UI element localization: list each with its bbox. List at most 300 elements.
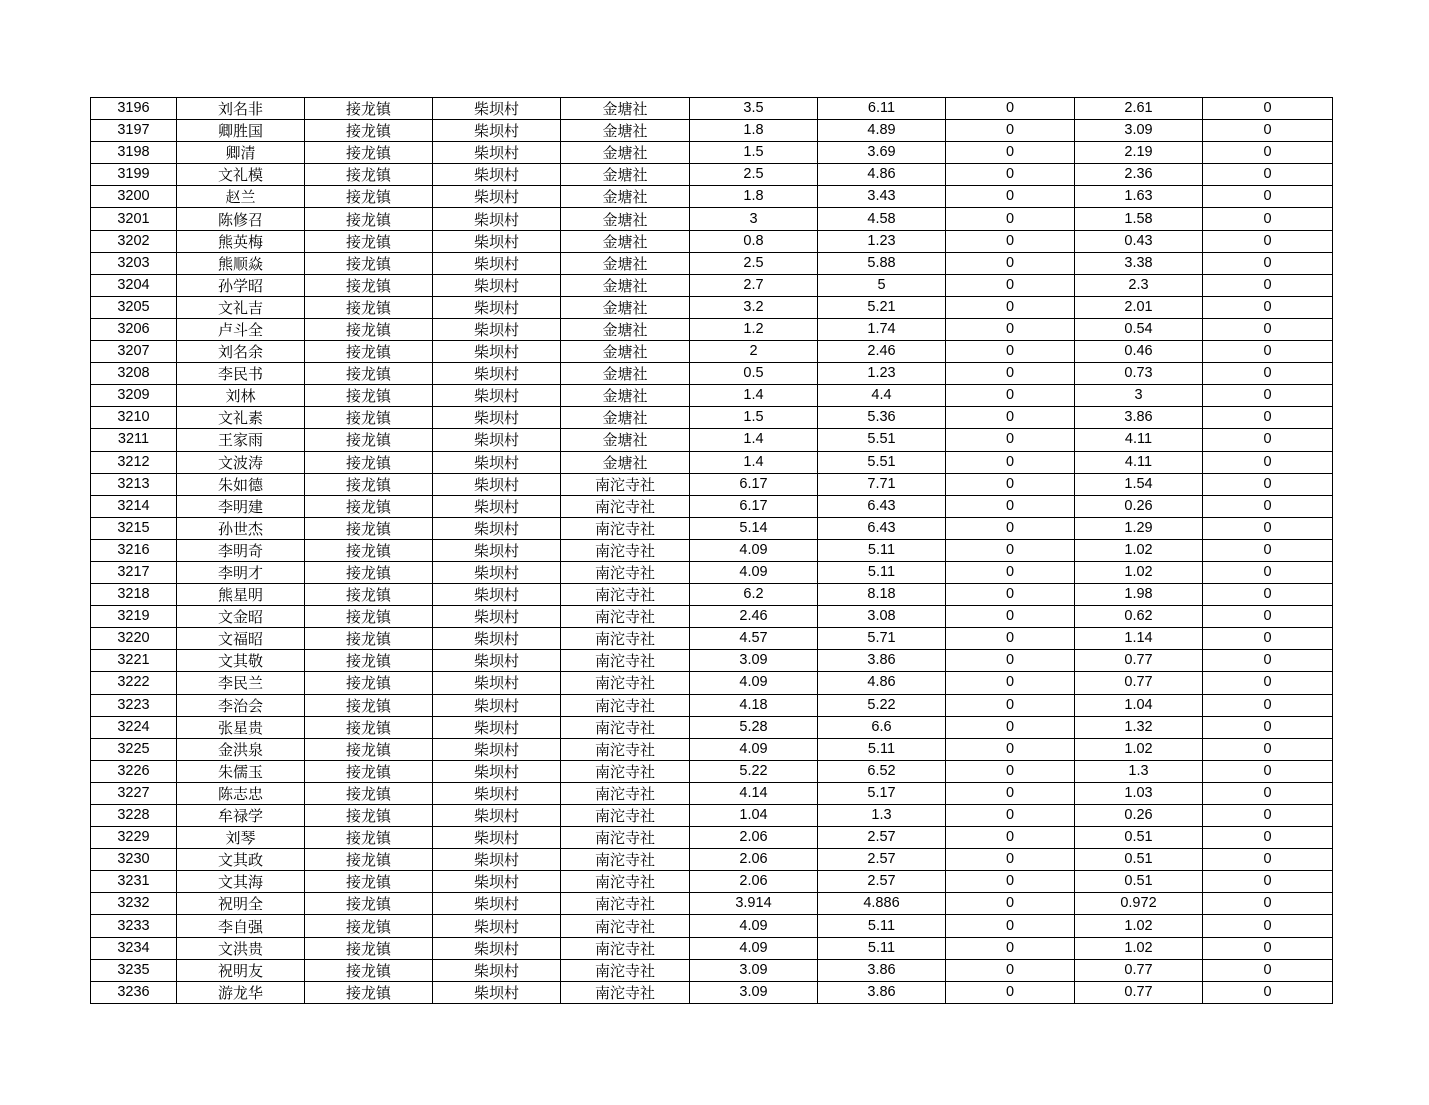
row-number-cell: 3225 [91, 738, 177, 760]
value-cell-1: 3.09 [690, 959, 818, 981]
value-cell-4: 1.3 [1075, 760, 1203, 782]
name-cell: 李明奇 [177, 539, 305, 561]
table-body [91, 98, 1333, 1004]
row-number-cell: 3199 [91, 164, 177, 186]
value-cell-4: 1.29 [1075, 517, 1203, 539]
value-cell-3: 0 [946, 672, 1075, 694]
table-row [91, 915, 1333, 937]
town-cell: 接龙镇 [305, 363, 433, 385]
name-cell: 刘名余 [177, 341, 305, 363]
group-cell: 南沱寺社 [561, 716, 690, 738]
value-cell-2: 5.11 [818, 539, 946, 561]
town-cell: 接龙镇 [305, 915, 433, 937]
table-row [91, 805, 1333, 827]
village-cell: 柴坝村 [433, 584, 561, 606]
value-cell-3: 0 [946, 915, 1075, 937]
value-cell-3: 0 [946, 429, 1075, 451]
row-number-cell: 3217 [91, 561, 177, 583]
value-cell-1: 0.8 [690, 230, 818, 252]
village-cell: 柴坝村 [433, 716, 561, 738]
value-cell-3: 0 [946, 584, 1075, 606]
group-cell: 金塘社 [561, 341, 690, 363]
value-cell-5: 0 [1203, 849, 1333, 871]
value-cell-5: 0 [1203, 230, 1333, 252]
value-cell-5: 0 [1203, 782, 1333, 804]
value-cell-3: 0 [946, 738, 1075, 760]
table-row [91, 981, 1333, 1003]
value-cell-5: 0 [1203, 915, 1333, 937]
village-cell: 柴坝村 [433, 517, 561, 539]
row-number-cell: 3211 [91, 429, 177, 451]
village-cell: 柴坝村 [433, 650, 561, 672]
row-number-cell: 3231 [91, 871, 177, 893]
village-cell: 柴坝村 [433, 120, 561, 142]
name-cell: 刘林 [177, 385, 305, 407]
value-cell-4: 1.02 [1075, 915, 1203, 937]
name-cell: 孙世杰 [177, 517, 305, 539]
value-cell-4: 0.26 [1075, 805, 1203, 827]
value-cell-2: 4.886 [818, 893, 946, 915]
group-cell: 金塘社 [561, 451, 690, 473]
value-cell-2: 6.11 [818, 98, 946, 120]
value-cell-1: 4.18 [690, 694, 818, 716]
village-cell: 柴坝村 [433, 959, 561, 981]
value-cell-2: 4.89 [818, 120, 946, 142]
table-row [91, 274, 1333, 296]
village-cell: 柴坝村 [433, 672, 561, 694]
town-cell: 接龙镇 [305, 805, 433, 827]
value-cell-2: 2.57 [818, 827, 946, 849]
village-cell: 柴坝村 [433, 429, 561, 451]
group-cell: 南沱寺社 [561, 584, 690, 606]
group-cell: 南沱寺社 [561, 782, 690, 804]
value-cell-5: 0 [1203, 584, 1333, 606]
group-cell: 金塘社 [561, 186, 690, 208]
value-cell-2: 3.08 [818, 606, 946, 628]
value-cell-1: 1.5 [690, 407, 818, 429]
village-cell: 柴坝村 [433, 760, 561, 782]
value-cell-3: 0 [946, 473, 1075, 495]
table-row [91, 672, 1333, 694]
value-cell-3: 0 [946, 407, 1075, 429]
value-cell-5: 0 [1203, 186, 1333, 208]
village-cell: 柴坝村 [433, 252, 561, 274]
name-cell: 文金昭 [177, 606, 305, 628]
group-cell: 南沱寺社 [561, 805, 690, 827]
row-number-cell: 3208 [91, 363, 177, 385]
value-cell-1: 5.14 [690, 517, 818, 539]
row-number-cell: 3205 [91, 296, 177, 318]
row-number-cell: 3197 [91, 120, 177, 142]
name-cell: 熊星明 [177, 584, 305, 606]
table-row [91, 561, 1333, 583]
group-cell: 金塘社 [561, 230, 690, 252]
row-number-cell: 3236 [91, 981, 177, 1003]
value-cell-4: 0.77 [1075, 650, 1203, 672]
value-cell-3: 0 [946, 274, 1075, 296]
row-number-cell: 3228 [91, 805, 177, 827]
name-cell: 王家雨 [177, 429, 305, 451]
row-number-cell: 3235 [91, 959, 177, 981]
value-cell-1: 2.5 [690, 252, 818, 274]
village-cell: 柴坝村 [433, 164, 561, 186]
town-cell: 接龙镇 [305, 318, 433, 340]
name-cell: 牟禄学 [177, 805, 305, 827]
row-number-cell: 3198 [91, 142, 177, 164]
group-cell: 南沱寺社 [561, 517, 690, 539]
value-cell-4: 3.38 [1075, 252, 1203, 274]
town-cell: 接龙镇 [305, 208, 433, 230]
value-cell-3: 0 [946, 871, 1075, 893]
name-cell: 刘琴 [177, 827, 305, 849]
town-cell: 接龙镇 [305, 561, 433, 583]
value-cell-1: 2.46 [690, 606, 818, 628]
town-cell: 接龙镇 [305, 274, 433, 296]
table-row [91, 694, 1333, 716]
value-cell-4: 2.3 [1075, 274, 1203, 296]
group-cell: 南沱寺社 [561, 915, 690, 937]
value-cell-2: 2.57 [818, 871, 946, 893]
village-cell: 柴坝村 [433, 363, 561, 385]
row-number-cell: 3227 [91, 782, 177, 804]
town-cell: 接龙镇 [305, 385, 433, 407]
value-cell-3: 0 [946, 517, 1075, 539]
value-cell-5: 0 [1203, 120, 1333, 142]
value-cell-4: 0.73 [1075, 363, 1203, 385]
name-cell: 文礼素 [177, 407, 305, 429]
value-cell-1: 3.09 [690, 981, 818, 1003]
group-cell: 南沱寺社 [561, 849, 690, 871]
table-row [91, 186, 1333, 208]
value-cell-2: 5.51 [818, 429, 946, 451]
value-cell-5: 0 [1203, 517, 1333, 539]
town-cell: 接龙镇 [305, 672, 433, 694]
town-cell: 接龙镇 [305, 407, 433, 429]
village-cell: 柴坝村 [433, 915, 561, 937]
value-cell-2: 5.51 [818, 451, 946, 473]
value-cell-2: 2.46 [818, 341, 946, 363]
group-cell: 南沱寺社 [561, 606, 690, 628]
value-cell-2: 6.43 [818, 495, 946, 517]
town-cell: 接龙镇 [305, 871, 433, 893]
value-cell-1: 2 [690, 341, 818, 363]
value-cell-3: 0 [946, 716, 1075, 738]
value-cell-4: 4.11 [1075, 451, 1203, 473]
value-cell-1: 5.22 [690, 760, 818, 782]
value-cell-2: 3.86 [818, 981, 946, 1003]
group-cell: 金塘社 [561, 142, 690, 164]
value-cell-2: 6.6 [818, 716, 946, 738]
table-row [91, 849, 1333, 871]
name-cell: 文其政 [177, 849, 305, 871]
village-cell: 柴坝村 [433, 893, 561, 915]
group-cell: 金塘社 [561, 208, 690, 230]
group-cell: 南沱寺社 [561, 893, 690, 915]
value-cell-2: 5.11 [818, 937, 946, 959]
value-cell-1: 4.09 [690, 937, 818, 959]
value-cell-3: 0 [946, 827, 1075, 849]
value-cell-3: 0 [946, 561, 1075, 583]
value-cell-2: 4.4 [818, 385, 946, 407]
name-cell: 张星贵 [177, 716, 305, 738]
village-cell: 柴坝村 [433, 385, 561, 407]
value-cell-2: 3.43 [818, 186, 946, 208]
value-cell-3: 0 [946, 650, 1075, 672]
value-cell-3: 0 [946, 142, 1075, 164]
value-cell-4: 2.61 [1075, 98, 1203, 120]
value-cell-5: 0 [1203, 539, 1333, 561]
name-cell: 文礼模 [177, 164, 305, 186]
value-cell-1: 3 [690, 208, 818, 230]
value-cell-2: 5.22 [818, 694, 946, 716]
name-cell: 游龙华 [177, 981, 305, 1003]
village-cell: 柴坝村 [433, 341, 561, 363]
value-cell-1: 1.4 [690, 385, 818, 407]
name-cell: 文波涛 [177, 451, 305, 473]
town-cell: 接龙镇 [305, 120, 433, 142]
village-cell: 柴坝村 [433, 98, 561, 120]
value-cell-3: 0 [946, 495, 1075, 517]
value-cell-5: 0 [1203, 672, 1333, 694]
table-row [91, 407, 1333, 429]
group-cell: 南沱寺社 [561, 672, 690, 694]
value-cell-3: 0 [946, 849, 1075, 871]
name-cell: 熊顺焱 [177, 252, 305, 274]
value-cell-5: 0 [1203, 208, 1333, 230]
table-row [91, 827, 1333, 849]
village-cell: 柴坝村 [433, 473, 561, 495]
value-cell-4: 0.51 [1075, 849, 1203, 871]
row-number-cell: 3226 [91, 760, 177, 782]
value-cell-2: 5.88 [818, 252, 946, 274]
table-row [91, 473, 1333, 495]
value-cell-1: 2.06 [690, 827, 818, 849]
table-row [91, 650, 1333, 672]
name-cell: 李明建 [177, 495, 305, 517]
row-number-cell: 3209 [91, 385, 177, 407]
table-row [91, 230, 1333, 252]
town-cell: 接龙镇 [305, 650, 433, 672]
value-cell-1: 2.5 [690, 164, 818, 186]
value-cell-2: 5.36 [818, 407, 946, 429]
group-cell: 金塘社 [561, 385, 690, 407]
group-cell: 南沱寺社 [561, 871, 690, 893]
value-cell-3: 0 [946, 164, 1075, 186]
value-cell-1: 1.04 [690, 805, 818, 827]
value-cell-4: 0.77 [1075, 672, 1203, 694]
value-cell-5: 0 [1203, 959, 1333, 981]
value-cell-5: 0 [1203, 694, 1333, 716]
group-cell: 金塘社 [561, 429, 690, 451]
table-row [91, 716, 1333, 738]
value-cell-5: 0 [1203, 296, 1333, 318]
village-cell: 柴坝村 [433, 495, 561, 517]
table-row [91, 451, 1333, 473]
village-cell: 柴坝村 [433, 142, 561, 164]
row-number-cell: 3234 [91, 937, 177, 959]
group-cell: 南沱寺社 [561, 694, 690, 716]
name-cell: 文其海 [177, 871, 305, 893]
value-cell-1: 1.4 [690, 451, 818, 473]
town-cell: 接龙镇 [305, 716, 433, 738]
village-cell: 柴坝村 [433, 230, 561, 252]
town-cell: 接龙镇 [305, 849, 433, 871]
row-number-cell: 3224 [91, 716, 177, 738]
row-number-cell: 3203 [91, 252, 177, 274]
table-row [91, 164, 1333, 186]
value-cell-4: 1.02 [1075, 561, 1203, 583]
group-cell: 金塘社 [561, 274, 690, 296]
value-cell-5: 0 [1203, 561, 1333, 583]
row-number-cell: 3210 [91, 407, 177, 429]
value-cell-1: 4.09 [690, 738, 818, 760]
village-cell: 柴坝村 [433, 694, 561, 716]
value-cell-2: 5.11 [818, 915, 946, 937]
value-cell-1: 0.5 [690, 363, 818, 385]
name-cell: 赵兰 [177, 186, 305, 208]
row-number-cell: 3219 [91, 606, 177, 628]
value-cell-2: 3.86 [818, 650, 946, 672]
value-cell-5: 0 [1203, 760, 1333, 782]
town-cell: 接龙镇 [305, 296, 433, 318]
value-cell-5: 0 [1203, 274, 1333, 296]
table-row [91, 738, 1333, 760]
table-row [91, 318, 1333, 340]
row-number-cell: 3222 [91, 672, 177, 694]
village-cell: 柴坝村 [433, 561, 561, 583]
name-cell: 祝明友 [177, 959, 305, 981]
table-row [91, 120, 1333, 142]
value-cell-5: 0 [1203, 716, 1333, 738]
group-cell: 金塘社 [561, 407, 690, 429]
value-cell-2: 4.58 [818, 208, 946, 230]
row-number-cell: 3214 [91, 495, 177, 517]
value-cell-5: 0 [1203, 341, 1333, 363]
name-cell: 朱儒玉 [177, 760, 305, 782]
table-row [91, 252, 1333, 274]
table-row [91, 782, 1333, 804]
group-cell: 南沱寺社 [561, 827, 690, 849]
town-cell: 接龙镇 [305, 429, 433, 451]
table-row [91, 385, 1333, 407]
village-cell: 柴坝村 [433, 738, 561, 760]
value-cell-2: 5.71 [818, 628, 946, 650]
value-cell-4: 3.86 [1075, 407, 1203, 429]
row-number-cell: 3215 [91, 517, 177, 539]
group-cell: 南沱寺社 [561, 561, 690, 583]
table-row [91, 628, 1333, 650]
table-row [91, 606, 1333, 628]
value-cell-5: 0 [1203, 98, 1333, 120]
name-cell: 文洪贵 [177, 937, 305, 959]
value-cell-4: 2.01 [1075, 296, 1203, 318]
value-cell-2: 5.11 [818, 738, 946, 760]
name-cell: 李民书 [177, 363, 305, 385]
table-row [91, 296, 1333, 318]
value-cell-5: 0 [1203, 473, 1333, 495]
value-cell-4: 1.02 [1075, 539, 1203, 561]
value-cell-1: 4.09 [690, 539, 818, 561]
value-cell-1: 6.17 [690, 473, 818, 495]
row-number-cell: 3204 [91, 274, 177, 296]
row-number-cell: 3202 [91, 230, 177, 252]
value-cell-2: 2.57 [818, 849, 946, 871]
town-cell: 接龙镇 [305, 451, 433, 473]
group-cell: 南沱寺社 [561, 473, 690, 495]
value-cell-2: 3.86 [818, 959, 946, 981]
value-cell-1: 1.5 [690, 142, 818, 164]
group-cell: 金塘社 [561, 98, 690, 120]
value-cell-5: 0 [1203, 893, 1333, 915]
row-number-cell: 3229 [91, 827, 177, 849]
value-cell-4: 3.09 [1075, 120, 1203, 142]
value-cell-1: 1.8 [690, 186, 818, 208]
value-cell-3: 0 [946, 296, 1075, 318]
value-cell-4: 0.62 [1075, 606, 1203, 628]
value-cell-3: 0 [946, 208, 1075, 230]
village-cell: 柴坝村 [433, 937, 561, 959]
value-cell-5: 0 [1203, 429, 1333, 451]
name-cell: 陈修召 [177, 208, 305, 230]
value-cell-4: 1.98 [1075, 584, 1203, 606]
value-cell-1: 1.8 [690, 120, 818, 142]
village-cell: 柴坝村 [433, 628, 561, 650]
table-row [91, 959, 1333, 981]
group-cell: 南沱寺社 [561, 539, 690, 561]
value-cell-1: 1.4 [690, 429, 818, 451]
name-cell: 卿胜国 [177, 120, 305, 142]
village-cell: 柴坝村 [433, 871, 561, 893]
village-cell: 柴坝村 [433, 318, 561, 340]
name-cell: 文礼吉 [177, 296, 305, 318]
town-cell: 接龙镇 [305, 782, 433, 804]
value-cell-4: 3 [1075, 385, 1203, 407]
row-number-cell: 3230 [91, 849, 177, 871]
value-cell-5: 0 [1203, 252, 1333, 274]
value-cell-4: 2.36 [1075, 164, 1203, 186]
value-cell-1: 4.09 [690, 561, 818, 583]
town-cell: 接龙镇 [305, 495, 433, 517]
value-cell-2: 1.23 [818, 230, 946, 252]
name-cell: 李自强 [177, 915, 305, 937]
value-cell-3: 0 [946, 981, 1075, 1003]
value-cell-2: 1.74 [818, 318, 946, 340]
value-cell-3: 0 [946, 451, 1075, 473]
value-cell-4: 0.77 [1075, 981, 1203, 1003]
value-cell-4: 0.77 [1075, 959, 1203, 981]
value-cell-4: 1.54 [1075, 473, 1203, 495]
row-number-cell: 3196 [91, 98, 177, 120]
name-cell: 金洪泉 [177, 738, 305, 760]
name-cell: 熊英梅 [177, 230, 305, 252]
value-cell-2: 6.43 [818, 517, 946, 539]
row-number-cell: 3221 [91, 650, 177, 672]
group-cell: 金塘社 [561, 164, 690, 186]
value-cell-3: 0 [946, 805, 1075, 827]
value-cell-4: 1.02 [1075, 738, 1203, 760]
data-table [90, 97, 1333, 1004]
name-cell: 祝明全 [177, 893, 305, 915]
name-cell: 陈志忠 [177, 782, 305, 804]
row-number-cell: 3232 [91, 893, 177, 915]
value-cell-3: 0 [946, 539, 1075, 561]
town-cell: 接龙镇 [305, 959, 433, 981]
name-cell: 朱如德 [177, 473, 305, 495]
value-cell-3: 0 [946, 893, 1075, 915]
village-cell: 柴坝村 [433, 805, 561, 827]
value-cell-1: 4.09 [690, 672, 818, 694]
value-cell-4: 4.11 [1075, 429, 1203, 451]
